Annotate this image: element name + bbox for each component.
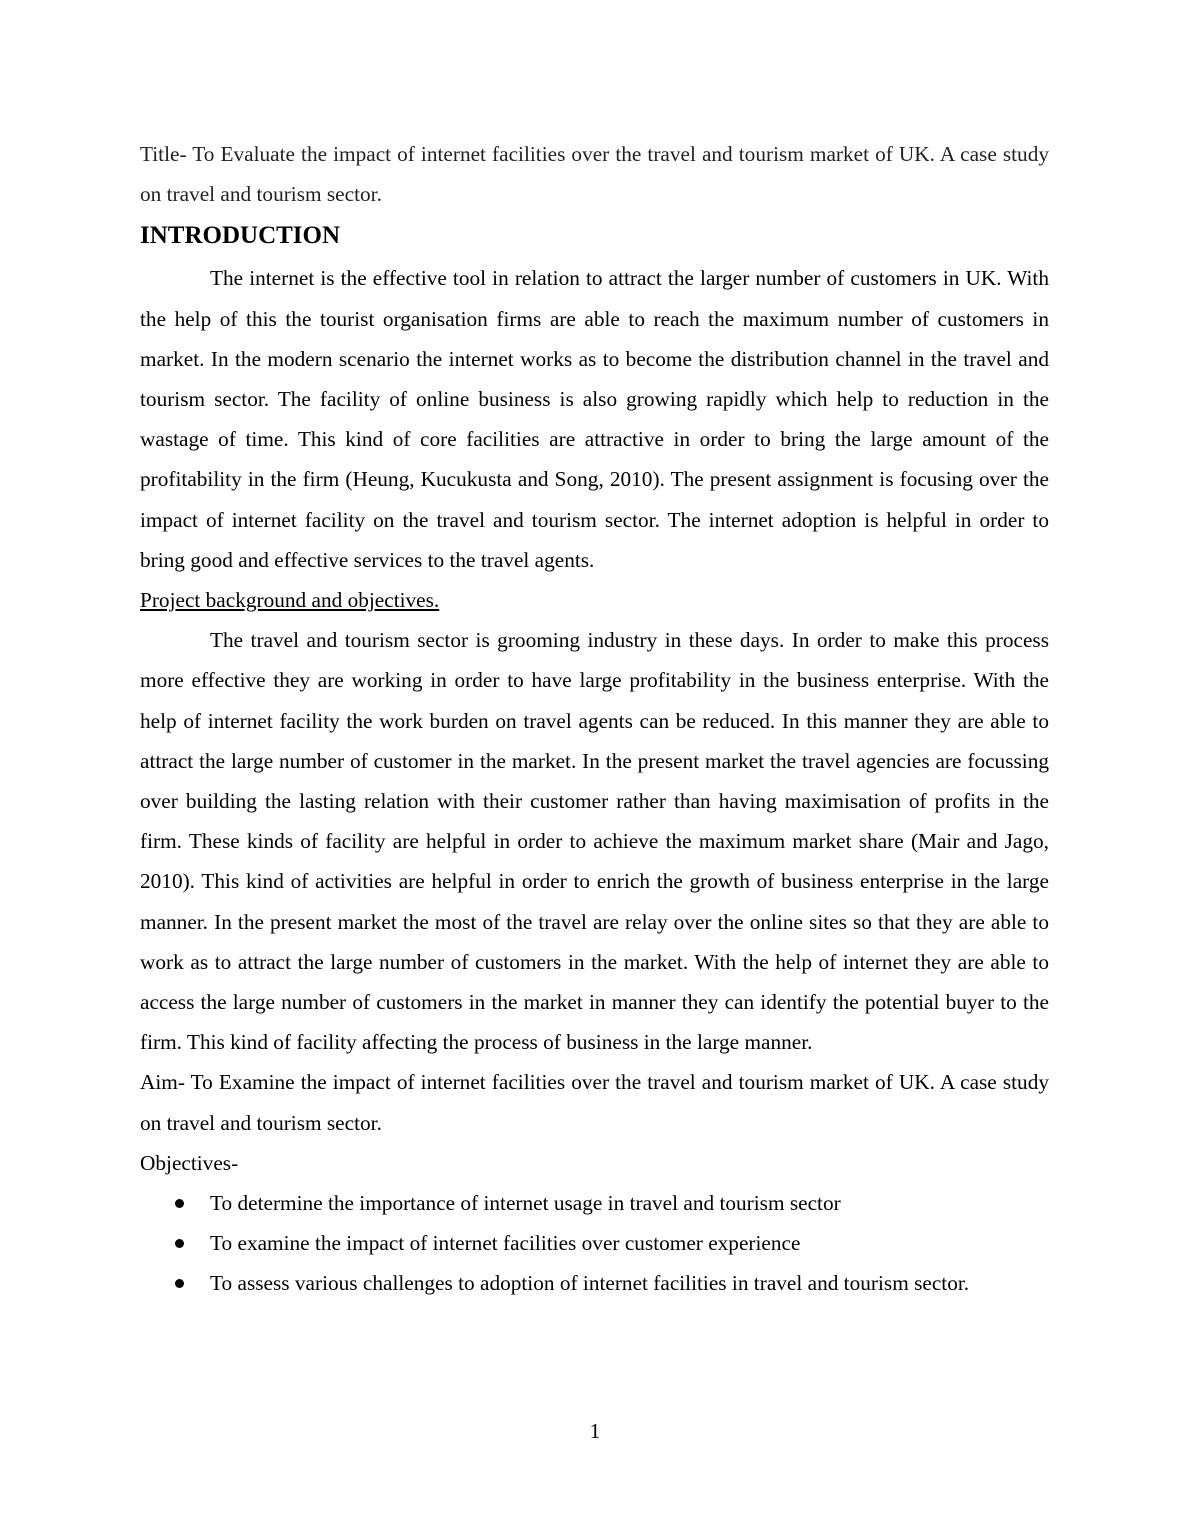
objectives-label: Objectives- [140, 1150, 239, 1175]
objective-item [140, 1223, 1049, 1263]
bullet-icon [175, 1239, 184, 1248]
page-number: 1 [589, 1419, 601, 1443]
document-page [140, 134, 1049, 1304]
aim-paragraph: Aim- To Examine the impact of internet facilities over the travel and tourism market of UK. A case study on travel and tourism sector. [140, 1070, 1049, 1135]
bullet-icon [175, 1279, 184, 1288]
objectives-list [140, 1183, 1049, 1304]
introduction-heading: INTRODUCTION [140, 222, 341, 250]
objective-text: To determine the importance of internet usage in travel and tourism sector [210, 1191, 841, 1216]
introduction-paragraph: The internet is the effective tool in relation to attract the larger number of customers in UK. With the help of this the tourist organisation firms are able to reach the maximum number of customers in market. In the modern scenario the internet works as to become the distribution channel in the travel and tourism sector. The facility of online business is also growing rapidly which help to reduction in the wastage of time. This kind of core facilities are attractive in order to bring the large amount of the profitability in the firm (Heung, Kucukusta and Song, 2010). The present assignment is focusing over the impact of internet facility on the travel and tourism sector. The internet adoption is helpful in order to bring good and effective services to the travel agents. [140, 266, 1049, 572]
objective-item [140, 1263, 1049, 1303]
objective-text: To assess various challenges to adoption of internet facilities in travel and tourism sector. [210, 1271, 970, 1296]
background-paragraph: The travel and tourism sector is grooming industry in these days. In order to make this process more effective they are working in order to have large profitability in the business enterprise. With the help of internet facility the work burden on travel agents can be reduced. In this manner they are able to attract the large number of customer in the market. In the present market the travel agencies are focussing over building the lasting relation with their customer rather than having maximisation of profits in the firm. These kinds of facility are helpful in order to achieve the maximum market share (Mair and Jago, 2010). This kind of activities are helpful in order to enrich the growth of business enterprise in the large manner. In the present market the most of the travel are relay over the online sites so that they are able to work as to attract the large number of customers in the market. With the help of internet they are able to access the large number of customers in the market in manner they can identify the potential buyer to the firm. This kind of facility affecting the process of business in the large manner. [140, 628, 1049, 1055]
background-subheading: Project background and objectives. [140, 588, 440, 613]
objective-item [140, 1183, 1049, 1223]
document-title-line: Title- To Evaluate the impact of internet facilities over the travel and tourism market of UK. A case study on travel and tourism sector. [140, 142, 1049, 207]
objective-text: To examine the impact of internet facilities over customer experience [210, 1231, 801, 1256]
bullet-icon [175, 1199, 184, 1208]
